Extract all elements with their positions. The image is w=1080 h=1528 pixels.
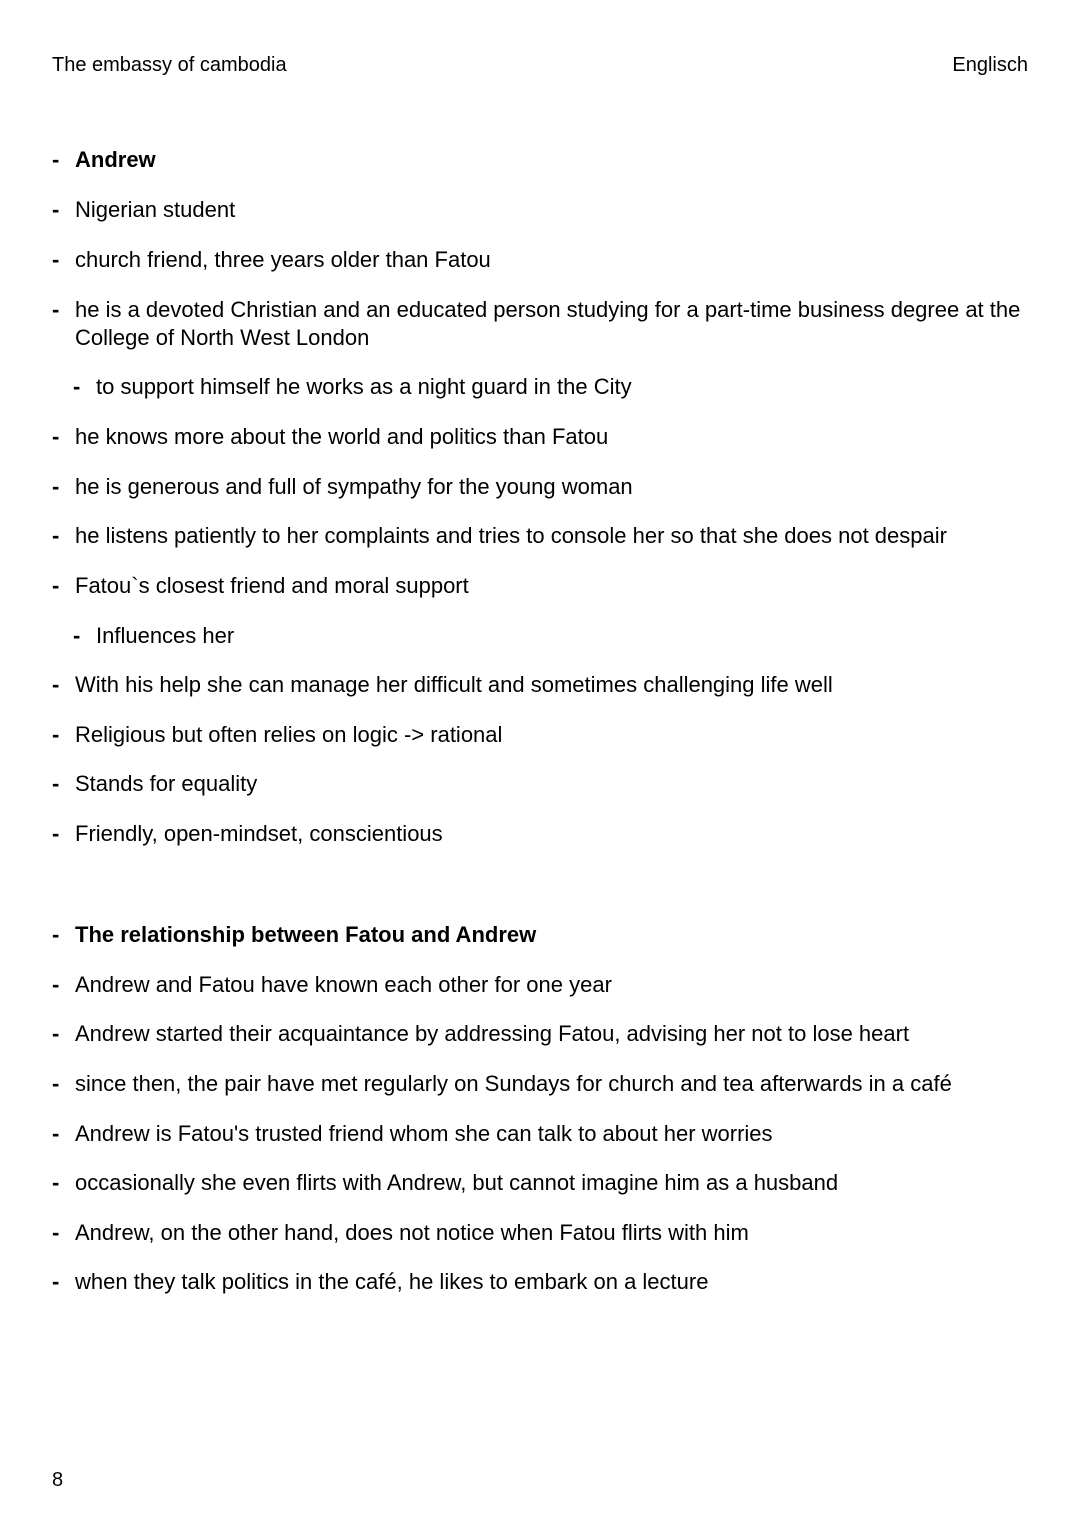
list-item [52,721,1032,749]
list-item-text: Fatou`s closest friend and moral support [75,573,469,598]
list-item-text: he is generous and full of sympathy for the young woman [75,474,633,499]
bullet-dash: - [52,247,60,272]
list-item [52,971,1032,999]
bullet-dash: - [52,147,60,172]
list-item [52,196,1032,224]
sub-list-item [73,622,1032,650]
list-item [52,1219,1032,1247]
list-item-text: Friendly, open-mindset, conscientious [75,821,443,846]
list-item [52,1268,1032,1296]
list-item [52,246,1032,274]
list-item [52,1120,1032,1148]
bullet-dash: - [52,1021,60,1046]
bullet-dash: - [52,1170,60,1195]
bullet-dash: - [52,1269,60,1294]
list-item [52,770,1032,798]
list-item-text: he is a devoted Christian and an educated person studying for a part-time business degree at the College of North West London [75,297,1021,350]
page-number: 8 [52,1469,64,1491]
section-heading-andrew [52,146,1032,174]
bullet-dash: - [52,197,60,222]
section-heading-relationship [52,921,1032,949]
bullet-dash: - [52,972,60,997]
bullet-dash: - [52,523,60,548]
list-item [52,820,1032,848]
bullet-dash: - [52,672,60,697]
list-item [52,1169,1032,1197]
list-item-text: since then, the pair have met regularly on Sundays for church and tea afterwards in a café [75,1071,952,1096]
bullet-dash: - [52,424,60,449]
list-item [52,671,1032,699]
list-item-text: Andrew is Fatou's trusted friend whom she can talk to about her worries [75,1121,773,1146]
sub-list-item [73,373,1032,401]
document-title: The embassy of cambodia [52,54,287,76]
bullet-dash: - [73,623,81,648]
list-item-text: he knows more about the world and politics than Fatou [75,424,609,449]
bullet-dash: - [52,1071,60,1096]
bullet-dash: - [52,573,60,598]
list-item [52,522,1032,550]
list-item [52,1070,1032,1098]
bullet-dash: - [73,374,81,399]
list-item-text: when they talk politics in the café, he likes to embark on a lecture [75,1269,709,1294]
list-item-text: occasionally she even flirts with Andrew, but cannot imagine him as a husband [75,1170,839,1195]
list-item [52,572,1032,600]
subject-label: Englisch [952,54,1028,76]
heading-text: The relationship between Fatou and Andrew [75,922,537,947]
bullet-dash: - [52,722,60,747]
bullet-dash: - [52,474,60,499]
list-item-text: Andrew and Fatou have known each other for one year [75,972,612,997]
list-item [52,423,1032,451]
list-item-text: Influences her [96,623,235,648]
list-item [52,473,1032,501]
list-item-text: Stands for equality [75,771,258,796]
bullet-dash: - [52,771,60,796]
list-item-text: he listens patiently to her complaints and tries to console her so that she does not despair [75,523,947,548]
list-item-text: to support himself he works as a night guard in the City [96,374,632,399]
list-item [52,296,1032,352]
bullet-dash: - [52,821,60,846]
list-item-text: Religious but often relies on logic -> rational [75,722,503,747]
list-item-text: With his help she can manage her difficult and sometimes challenging life well [75,672,833,697]
list-item-text: church friend, three years older than Fatou [75,247,491,272]
list-item [52,1020,1032,1048]
bullet-dash: - [52,297,60,322]
bullet-dash: - [52,1220,60,1245]
bullet-dash: - [52,922,60,947]
list-item-text: Andrew, on the other hand, does not notice when Fatou flirts with him [75,1220,749,1245]
bullet-dash: - [52,1121,60,1146]
list-item-text: Nigerian student [75,197,236,222]
list-item-text: Andrew started their acquaintance by addressing Fatou, advising her not to lose heart [75,1021,910,1046]
heading-text: Andrew [75,147,156,172]
